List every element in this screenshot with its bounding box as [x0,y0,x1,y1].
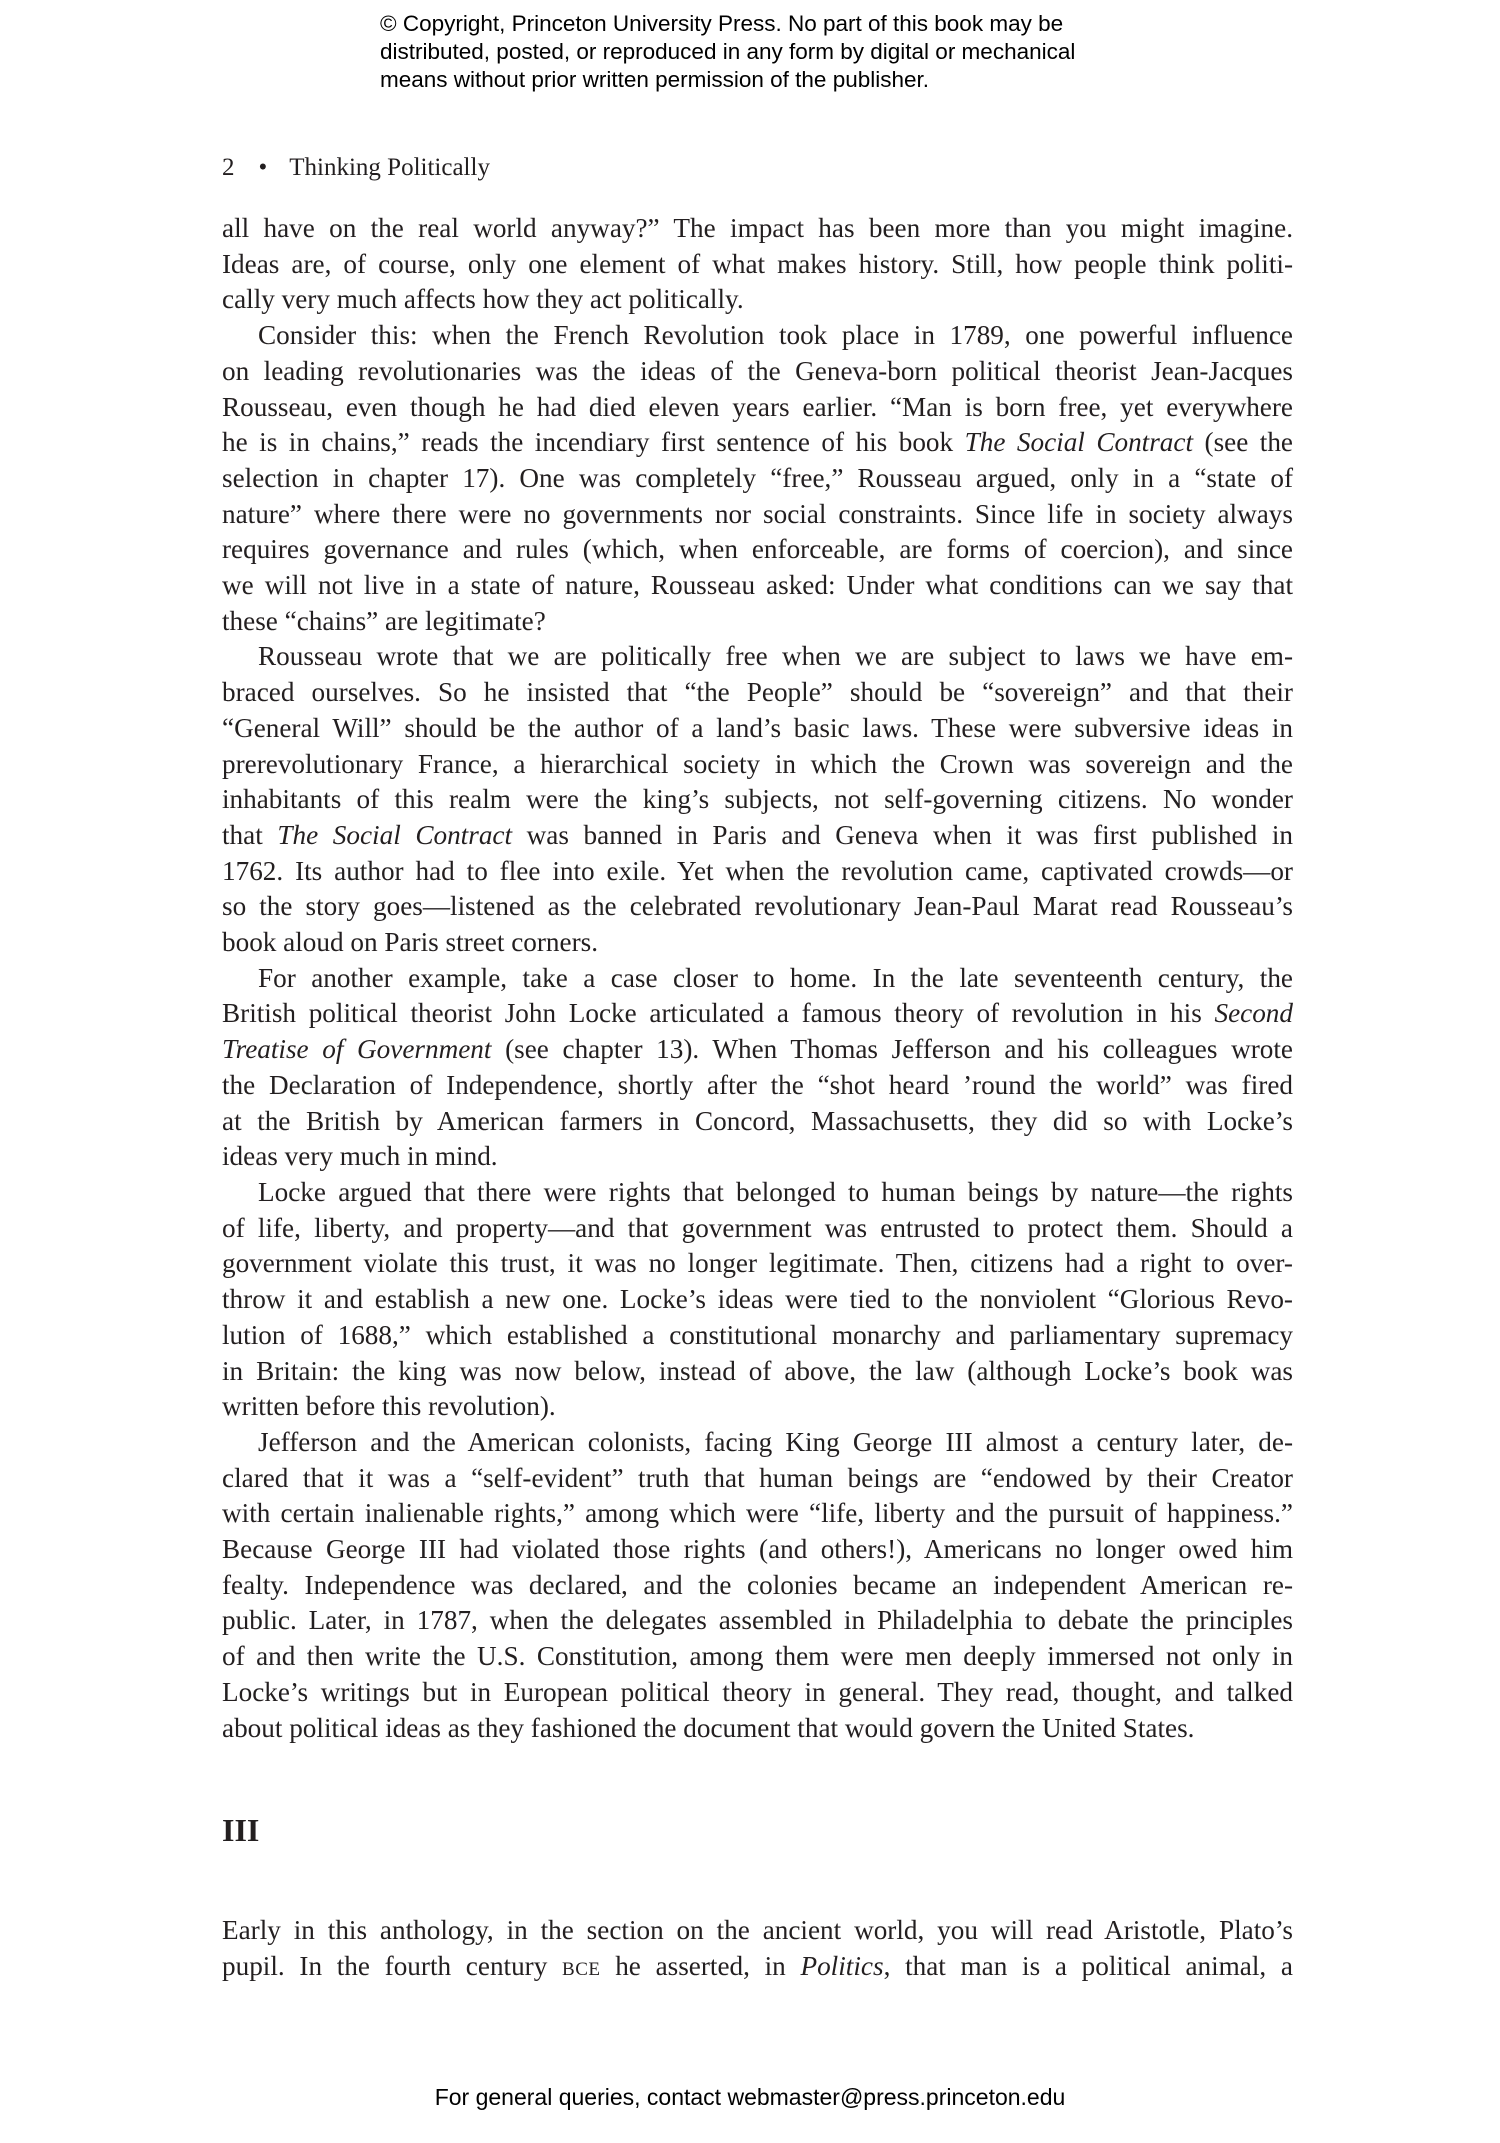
paragraph [222,961,1293,1175]
text-line: so the story goes—listened as the celebrated revolutionary Jean-Paul Marat read Rousseau’s [222,891,1293,922]
book-title: Thinking Politically [289,154,490,181]
paragraph [222,211,1293,318]
text-run: that [222,819,278,850]
text-line: government violate this trust, it was no longer legitimate. Then, citizens had a right to over- [222,1248,1293,1279]
text-line: Early in this anthology, in the section on the ancient world, you will read Aristotle, Plato’s [222,1915,1293,1946]
text-run: (see chapter 13). When Thomas Jefferson and his colleagues wrote [491,1034,1293,1065]
text-line: at the British by American farmers in Concord, Massachusetts, they did so with Locke’s [222,1105,1293,1136]
era-abbreviation: bce [562,1950,601,1981]
book-title-italic: Politics [800,1950,884,1981]
text-line: on leading revolutionaries was the ideas of the Geneva-born political theorist Jean-Jacques [222,355,1293,386]
text-line: braced ourselves. So he insisted that “the People” should be “sovereign” and that their [222,677,1293,708]
copyright-line: © Copyright, Princeton University Press. No part of this book may be [380,11,1064,36]
paragraph [222,1175,1293,1425]
text-run: (see the [1193,427,1293,458]
text-line: Consider this: when the French Revolution took place in 1789, one powerful influence [258,320,1293,351]
text-line: 1762. Its author had to flee into exile. Yet when the revolution came, captivated crowds—or [222,855,1293,886]
text-line: about political ideas as they fashioned the document that would govern the United States. [222,1712,1195,1743]
book-title-italic: Treatise of Government [222,1034,492,1065]
copyright-line: distributed, posted, or reproduced in any form by digital or mechanical [380,39,1076,64]
text-run: was banned in Paris and Geneva when it was first published in [512,819,1293,850]
book-title-italic: The Social Contract [277,819,513,850]
text-line: Rousseau wrote that we are politically free when we are subject to laws we have em- [258,641,1293,672]
paragraph [222,1913,1293,1984]
text-line: lution of 1688,” which established a constitutional monarchy and parliamentary supremacy [222,1319,1293,1350]
text-line: Locke’s writings but in European political theory in general. They read, thought, and talked [222,1676,1293,1707]
text-line: Ideas are, of course, only one element of what makes history. Still, how people think politi- [222,248,1293,279]
text-line: ideas very much in mind. [222,1141,498,1172]
section-heading: III [222,1812,260,1848]
text-line: Rousseau, even though he had died eleven years earlier. “Man is born free, yet everywhere [222,391,1293,422]
running-head-separator: • [258,154,268,181]
text-line: fealty. Independence was declared, and the colonies became an independent American re- [222,1569,1293,1600]
text-line [222,425,1293,461]
text-line: selection in chapter 17). One was completely “free,” Rousseau argued, only in a “state of [222,462,1293,493]
text-run: he is in chains,” reads the incendiary first sentence of his book [222,427,965,458]
text-line: public. Later, in 1787, when the delegates assembled in Philadelphia to debate the principles [222,1605,1293,1636]
text-line: For another example, take a case closer to home. In the late seventeenth century, the [258,962,1293,993]
paragraph [222,639,1293,960]
book-title-italic: Second [1214,998,1293,1029]
text-line: clared that it was a “self-evident” truth that human beings are “endowed by their Creator [222,1462,1293,1493]
text-line: Locke argued that there were rights that belonged to human beings by nature—the rights [258,1176,1293,1207]
text-line: we will not live in a state of nature, Rousseau asked: Under what conditions can we say that [222,570,1293,601]
text-line [222,1949,1293,1985]
text-line: in Britain: the king was now below, instead of above, the law (although Locke’s book was [222,1355,1293,1386]
text-line: prerevolutionary France, a hierarchical society in which the Crown was sovereign and the [222,748,1293,779]
body-text [222,211,1293,1746]
text-line: requires governance and rules (which, when enforceable, are forms of coercion), and since [222,534,1293,565]
footer-contact: For general queries, contact webmaster@press.princeton.edu [434,2084,1066,2110]
paragraph [222,318,1293,639]
text-line [222,1032,1293,1068]
paragraph [222,1425,1293,1746]
page-number: 2 [222,154,235,181]
text-run: , that man is a political animal, a [883,1950,1294,1981]
text-line [222,818,1293,854]
text-line: throw it and establish a new one. Locke’s ideas were tied to the nonviolent “Glorious Revo- [222,1284,1293,1315]
section-body-text [222,1886,1293,2012]
text-line: Jefferson and the American colonists, facing King George III almost a century later, de- [258,1426,1293,1457]
text-line: Because George III had violated those rights (and others!), Americans no longer owed him [222,1534,1293,1565]
text-line: inhabitants of this realm were the king’s subjects, not self-governing citizens. No wonder [222,784,1293,815]
text-line: cally very much affects how they act politically. [222,284,744,315]
text-line: all have on the real world anyway?” The impact has been more than you might imagine. [222,213,1293,243]
text-line: these “chains” are legitimate? [222,605,546,636]
copyright-notice [380,10,1180,94]
text-run: British political theorist John Locke articulated a famous theory of revolution in his [222,998,1215,1029]
book-title-italic: The Social Contract [964,427,1194,458]
copyright-line: means without prior written permission of the publisher. [380,67,930,92]
text-line: with certain inalienable rights,” among which were “life, liberty and the pursuit of happiness.” [222,1498,1293,1529]
text-line: book aloud on Paris street corners. [222,927,599,958]
running-head [222,152,490,184]
text-line: nature” where there were no governments nor social constraints. Since life in society always [222,498,1293,529]
text-run: pupil. In the fourth century [222,1950,563,1981]
text-line: “General Will” should be the author of a land’s basic laws. These were subversive ideas in [222,712,1293,743]
text-line [222,996,1293,1032]
text-line: the Declaration of Independence, shortly after the “shot heard ’round the world” was fired [222,1069,1293,1100]
text-line: written before this revolution). [222,1391,556,1422]
text-line: of life, liberty, and property—and that government was entrusted to protect them. Should a [222,1212,1293,1243]
text-line: of and then write the U.S. Constitution, among them were men deeply immersed not only in [222,1641,1293,1672]
text-run: he asserted, in [600,1950,801,1981]
